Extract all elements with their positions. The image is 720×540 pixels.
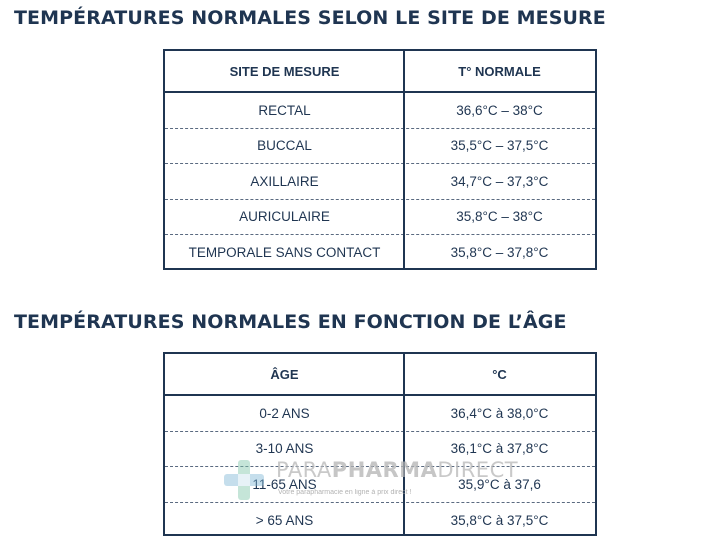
watermark-brand-middle: PHARMA bbox=[331, 458, 438, 482]
cell-temp: 34,7°C – 37,3°C bbox=[450, 173, 549, 189]
cell-site: RECTAL bbox=[258, 102, 311, 118]
table-row bbox=[165, 503, 595, 539]
cell-age: 3-10 ANS bbox=[255, 441, 314, 457]
header-age: ÂGE bbox=[270, 366, 299, 382]
cell-temp: 35,9°C à 37,6 bbox=[458, 476, 541, 492]
watermark-brand-suffix: DIRECT bbox=[437, 458, 519, 482]
section-title-age: TEMPÉRATURES NORMALES EN FONCTION DE L’ÂGE bbox=[14, 311, 567, 333]
cell-site: BUCCAL bbox=[257, 138, 312, 154]
watermark-brand-prefix: PARA bbox=[276, 458, 332, 482]
table-row bbox=[165, 200, 595, 236]
column-divider bbox=[403, 51, 405, 268]
header-site: SITE DE MESURE bbox=[229, 63, 340, 79]
table-row bbox=[165, 432, 595, 468]
table-row bbox=[165, 396, 595, 432]
table-row bbox=[165, 93, 595, 129]
cell-site: AXILLAIRE bbox=[250, 173, 319, 189]
cell-temp: 35,5°C – 37,5°C bbox=[450, 138, 549, 154]
table-row bbox=[165, 164, 595, 200]
table-temperature-by-site bbox=[163, 49, 597, 270]
watermark-tagline: Votre parapharmacie en ligne à prix direct ! bbox=[278, 489, 412, 496]
cell-age: 0-2 ANS bbox=[259, 405, 310, 421]
table-header bbox=[165, 354, 595, 396]
cell-temp: 35,8°C – 37,8°C bbox=[450, 245, 549, 261]
table-row bbox=[165, 129, 595, 165]
cell-temp: 36,6°C – 38°C bbox=[456, 102, 543, 118]
table-header bbox=[165, 51, 595, 93]
column-divider bbox=[403, 354, 405, 534]
cell-temp: 36,4°C à 38,0°C bbox=[450, 405, 549, 421]
cell-site: TEMPORALE SANS CONTACT bbox=[188, 245, 381, 261]
cell-age: > 65 ANS bbox=[255, 512, 314, 528]
cell-age: 11-65 ANS bbox=[252, 476, 317, 492]
table-row bbox=[165, 235, 595, 271]
cell-temp: 36,1°C à 37,8°C bbox=[450, 441, 549, 457]
header-normal-temp: T° NORMALE bbox=[458, 63, 541, 79]
table-temperature-by-age bbox=[163, 352, 597, 536]
cell-site: AURICULAIRE bbox=[239, 209, 330, 225]
header-celsius: °C bbox=[492, 366, 507, 382]
cell-temp: 35,8°C à 37,5°C bbox=[450, 512, 549, 528]
section-title-site: TEMPÉRATURES NORMALES SELON LE SITE DE MESURE bbox=[14, 7, 606, 29]
table-row bbox=[165, 467, 595, 503]
cell-temp: 35,8°C – 38°C bbox=[456, 209, 543, 225]
